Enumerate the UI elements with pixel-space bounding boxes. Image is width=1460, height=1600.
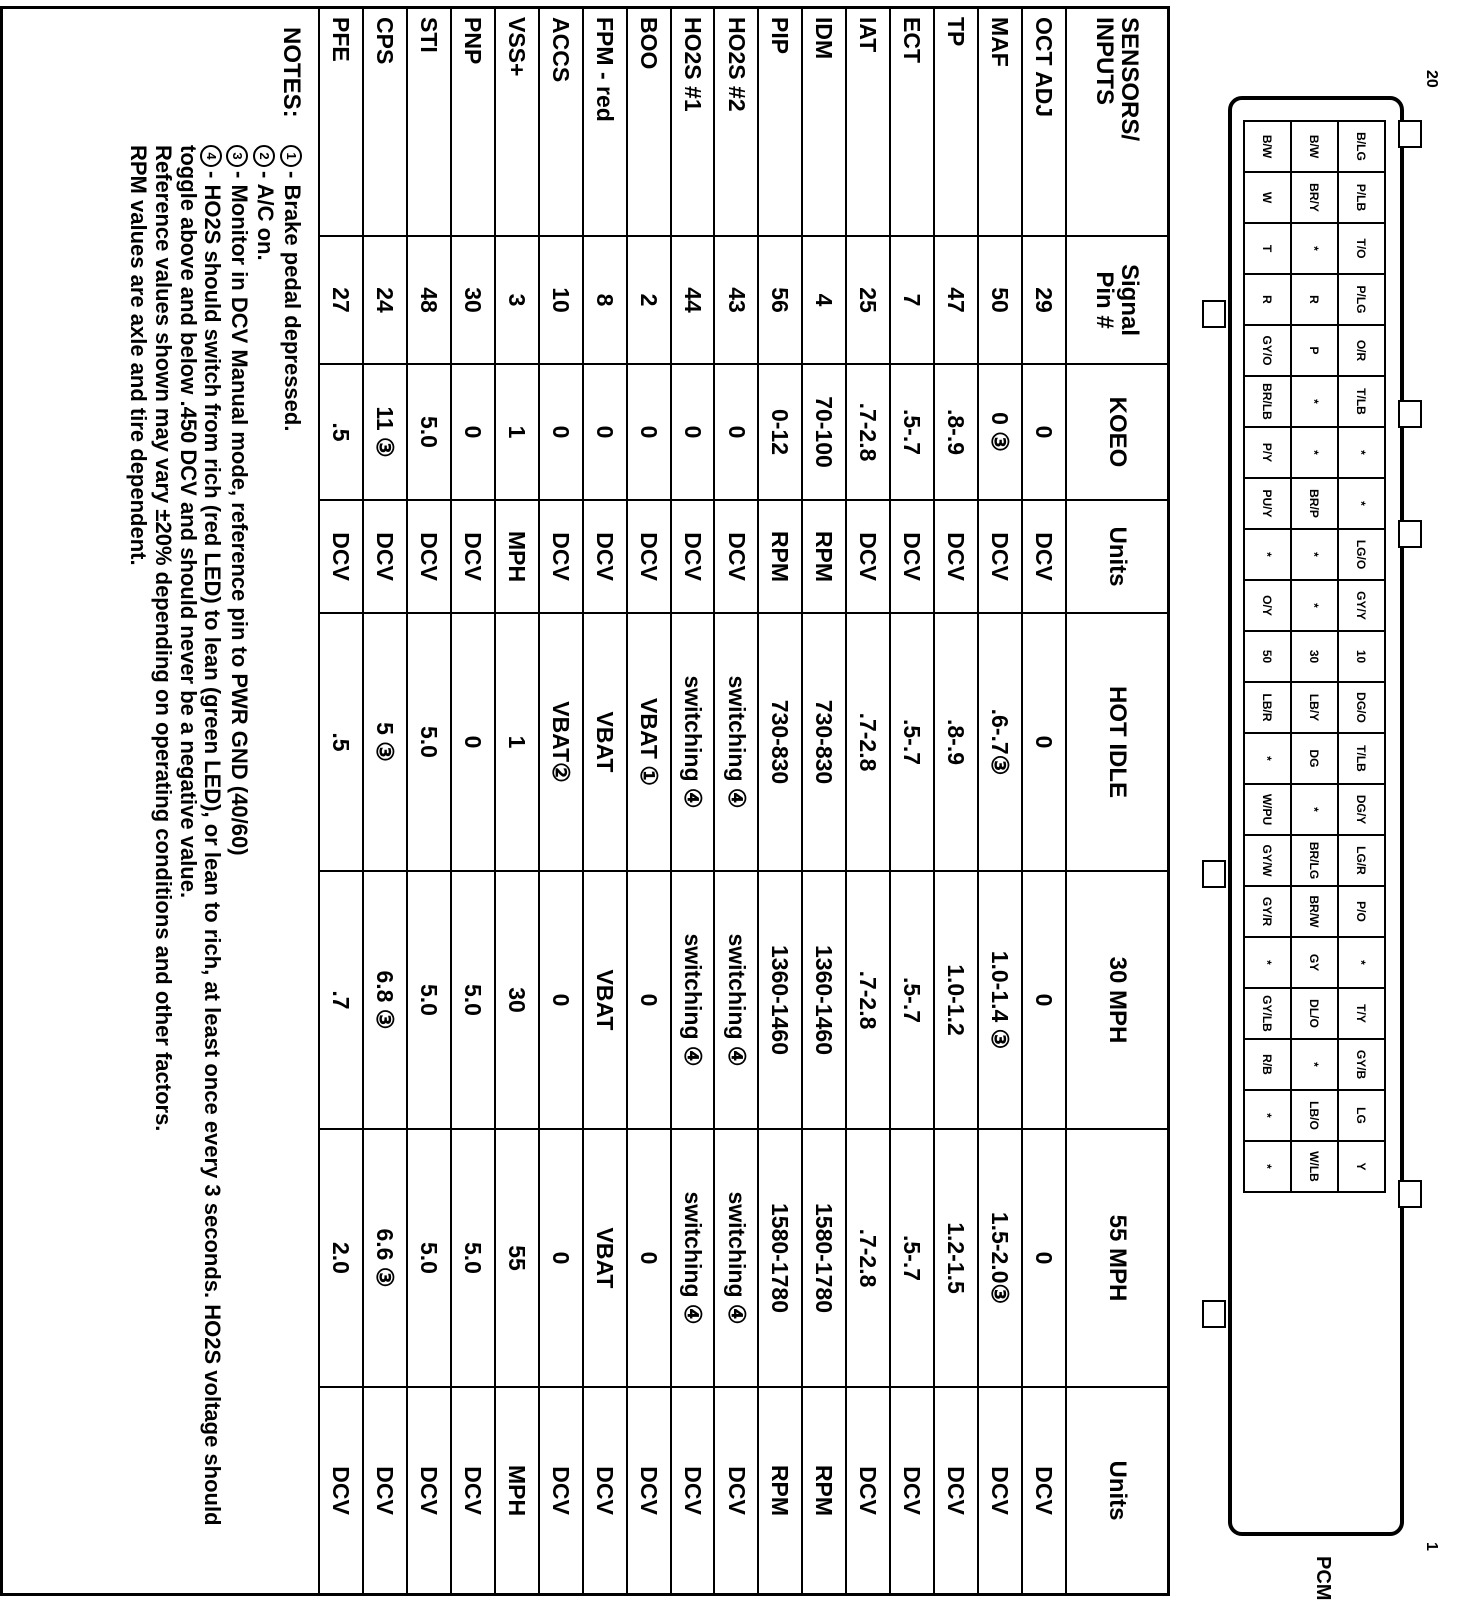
cell-mph30: switching ④ [671,871,715,1129]
cell-koeo: 0 [671,364,715,500]
cell-pin: 10 [539,236,583,364]
cell-units1: DCV [671,500,715,613]
cell-koeo: 11 ③ [363,364,407,500]
cell-pin: 44 [671,236,715,364]
cell-mph30: .5-.7 [890,871,934,1129]
table-row [846,8,890,1595]
pcm-pin: P [1291,325,1338,376]
cell-units2: DCV [407,1387,451,1595]
pcm-pin: BR/LB [1244,376,1291,427]
cell-mph55: switching ④ [714,1129,758,1387]
pcm-pin: * [1291,580,1338,631]
cell-mph55: 0 [1022,1129,1066,1387]
cell-koeo: 0 [1022,364,1066,500]
cell-units1: DCV [539,500,583,613]
cell-koeo: 0 [627,364,671,500]
cell-mph55: 6.6 ③ [363,1129,407,1387]
main-table-container [0,6,1170,1596]
cell-units2: DCV [1022,1387,1066,1595]
cell-mph30: 5.0 [451,871,495,1129]
cell-units2: DCV [451,1387,495,1595]
cell-hot-idle: VBAT ① [627,613,671,871]
cell-hot-idle: switching ④ [671,613,715,871]
table-row [671,8,715,1595]
note-4 [177,27,224,1575]
table-row [539,8,583,1595]
cell-sensor: ACCS [539,8,583,237]
cell-mph30: 5.0 [407,871,451,1129]
cell-units1: DCV [978,500,1022,613]
cell-units2: DCV [671,1387,715,1595]
note-text: - Brake pedal depressed. [279,171,305,432]
cell-koeo: 0 [583,364,627,500]
note-3 [226,27,250,1575]
pcm-pin-row [1244,121,1291,1192]
cell-pin: 4 [802,236,846,364]
table-row [1022,8,1066,1595]
cell-units2: DCV [363,1387,407,1595]
cell-units1: DCV [846,500,890,613]
cell-units1: DCV [319,500,363,613]
pcm-pin: GY/W [1244,835,1291,886]
cell-sensor: BOO [627,8,671,237]
table-row [890,8,934,1595]
pcm-pin: LG/R [1338,835,1385,886]
pcm-pin: * [1291,1039,1338,1090]
pcm-pin: * [1291,376,1338,427]
cell-mph55: 2.0 [319,1129,363,1387]
cell-koeo: .8-.9 [934,364,978,500]
pcm-pin: P/LG [1338,274,1385,325]
cell-mph55: .7-2.8 [846,1129,890,1387]
pin-number-end: 1 [1423,1542,1440,1551]
cell-pin: 30 [451,236,495,364]
pcm-pin: * [1244,1090,1291,1141]
pcm-pin: BR/W [1291,886,1338,937]
pcm-pin: R [1244,274,1291,325]
pcm-pin: W/LB [1291,1141,1338,1192]
table-row [363,8,407,1595]
cell-koeo: 1 [495,364,539,500]
pcm-pin: T/LB [1338,376,1385,427]
pcm-pin: BR/Y [1291,172,1338,223]
pcm-pin: * [1338,937,1385,988]
cell-units1: DCV [363,500,407,613]
cell-sensor: STI [407,8,451,237]
cell-pin: 43 [714,236,758,364]
sensor-reference-table [0,6,1170,1596]
pcm-pin: P/O [1338,886,1385,937]
cell-koeo: .7-2.8 [846,364,890,500]
cell-sensor: PIP [758,8,802,237]
pcm-pin: B/W [1244,121,1291,172]
cell-pin: 8 [583,236,627,364]
table-header-row [1066,8,1169,1595]
table-row [758,8,802,1595]
cell-units2: DCV [539,1387,583,1595]
pcm-pin-row [1338,121,1385,1192]
pcm-pin: T [1244,223,1291,274]
pcm-pin: B/W [1291,121,1338,172]
pcm-pin: * [1244,1141,1291,1192]
note-1 [279,27,304,1575]
cell-units1: DCV [407,500,451,613]
note-marker: 1 [280,145,302,167]
cell-units1: DCV [1022,500,1066,613]
cell-pin: 48 [407,236,451,364]
cell-pin: 25 [846,236,890,364]
cell-mph30: VBAT [583,871,627,1129]
cell-hot-idle: .7-2.8 [846,613,890,871]
cell-pin: 24 [363,236,407,364]
cell-hot-idle: .5-.7 [890,613,934,871]
cell-units1: RPM [758,500,802,613]
cell-units2: DCV [890,1387,934,1595]
table-row [451,8,495,1595]
pcm-pin: DG/O [1338,682,1385,733]
cell-sensor: HO2S #1 [671,8,715,237]
pcm-connector-container [1228,70,1440,1600]
footer-line-2: RPM values are axle and tire dependent. [125,145,151,566]
header-sensors: SENSORS/ INPUTS [1066,8,1169,237]
pcm-pin: GY/LB [1244,988,1291,1039]
table-row [495,8,539,1595]
pcm-pin: T/LB [1338,733,1385,784]
pcm-pin: B/LG [1338,121,1385,172]
pcm-pin: DG [1291,733,1338,784]
cell-mph30: 1360-1460 [802,871,846,1129]
cell-mph55: 5.0 [451,1129,495,1387]
pcm-pin: O/R [1338,325,1385,376]
cell-mph55: .5-.7 [890,1129,934,1387]
cell-sensor: MAF [978,8,1022,237]
pcm-pin: * [1291,223,1338,274]
connector-tab [1398,1180,1422,1208]
cell-mph30: 30 [495,871,539,1129]
note-marker: 3 [226,145,248,167]
table-row [802,8,846,1595]
cell-mph55: 0 [627,1129,671,1387]
connector-tab [1202,860,1226,888]
cell-koeo: 0 [451,364,495,500]
note-text: - A/C on. [252,171,278,261]
cell-koeo: .5 [319,364,363,500]
cell-units1: DCV [934,500,978,613]
pcm-pin: W/PU [1244,784,1291,835]
cell-sensor: OCT ADJ [1022,8,1066,237]
pcm-pin: GY/Y [1338,580,1385,631]
cell-units2: DCV [714,1387,758,1595]
pcm-pin: R [1291,274,1338,325]
cell-hot-idle: .6-.7③ [978,613,1022,871]
pcm-pin: * [1244,937,1291,988]
table-row [627,8,671,1595]
header-hot-idle: HOT IDLE [1066,613,1169,871]
footer-line-1: Reference values shown may vary ±20% depending on operating conditions and other factors. [151,145,177,1132]
cell-units1: DCV [451,500,495,613]
header-55-mph: 55 MPH [1066,1129,1169,1387]
cell-mph30: 0 [627,871,671,1129]
cell-mph55: VBAT [583,1129,627,1387]
pin-number-start: 20 [1423,70,1440,88]
pcm-pin: 50 [1244,631,1291,682]
cell-sensor: TP [934,8,978,237]
note-text: - HO2S should switch from rich (red LED) to lean (green LED), or lean to rich, at least once every 3 seconds. HO2S voltage should toggle above and below .450 DCV and should never be a negative value. [176,145,226,1526]
cell-hot-idle: 5 ③ [363,613,407,871]
table-row [583,8,627,1595]
cell-hot-idle: 0 [451,613,495,871]
pcm-label: PCM [1312,1556,1334,1600]
cell-mph55: 1.5-2.0③ [978,1129,1022,1387]
cell-mph30: .7 [319,871,363,1129]
cell-units2: DCV [627,1387,671,1595]
note-marker: 2 [253,145,275,167]
cell-hot-idle: 5.0 [407,613,451,871]
cell-units2: DCV [583,1387,627,1595]
cell-koeo: 0 [714,364,758,500]
cell-mph55: 1.2-1.5 [934,1129,978,1387]
header-signal-pin: Signal Pin # [1066,236,1169,364]
pcm-pin: GY/B [1338,1039,1385,1090]
cell-koeo: 0-12 [758,364,802,500]
note-marker: 4 [200,145,222,167]
cell-units2: RPM [802,1387,846,1595]
cell-hot-idle: switching ④ [714,613,758,871]
pcm-pin: O/Y [1244,580,1291,631]
cell-mph30: .7-2.8 [846,871,890,1129]
table-row [407,8,451,1595]
cell-sensor: HO2S #2 [714,8,758,237]
cell-mph30: 1.0-1.4 ③ [978,871,1022,1129]
cell-mph30: 6.8 ③ [363,871,407,1129]
cell-koeo: 0 ③ [978,364,1022,500]
cell-units1: DCV [890,500,934,613]
pcm-pin: R/B [1244,1039,1291,1090]
cell-hot-idle: .5 [319,613,363,871]
connector-tab [1398,520,1422,548]
pcm-pin: LG/O [1338,529,1385,580]
cell-sensor: FPM - red [583,8,627,237]
pcm-pin: LB/Y [1291,682,1338,733]
cell-pin: 7 [890,236,934,364]
cell-units2: DCV [934,1387,978,1595]
cell-koeo: 0 [539,364,583,500]
cell-mph30: 1.0-1.2 [934,871,978,1129]
header-koeo: KOEO [1066,364,1169,500]
cell-mph55: switching ④ [671,1129,715,1387]
pcm-pin: LB/O [1291,1090,1338,1141]
connector-tab [1398,120,1422,148]
cell-sensor: IDM [802,8,846,237]
cell-hot-idle: 0 [1022,613,1066,871]
pcm-pin: LB/R [1244,682,1291,733]
cell-pin: 56 [758,236,802,364]
pcm-pin: * [1291,529,1338,580]
pcm-pin: * [1338,478,1385,529]
cell-sensor: IAT [846,8,890,237]
cell-pin: 27 [319,236,363,364]
pcm-pin: T/O [1338,223,1385,274]
header-units-2: Units [1066,1387,1169,1595]
pcm-pin: 10 [1338,631,1385,682]
pcm-pin: P/Y [1244,427,1291,478]
cell-koeo: 70-100 [802,364,846,500]
pcm-pin: GY/O [1244,325,1291,376]
pcm-pin: GY/R [1244,886,1291,937]
cell-mph30: 0 [539,871,583,1129]
pcm-pin-row [1291,121,1338,1192]
cell-mph55: 0 [539,1129,583,1387]
cell-units1: DCV [627,500,671,613]
cell-units2: RPM [758,1387,802,1595]
cell-units2: DCV [846,1387,890,1595]
pcm-pin: BR/P [1291,478,1338,529]
pcm-pin: LG [1338,1090,1385,1141]
cell-units1: DCV [583,500,627,613]
cell-units1: MPH [495,500,539,613]
cell-mph55: 5.0 [407,1129,451,1387]
cell-units1: DCV [714,500,758,613]
note-text: - Monitor in DCV Manual mode, reference pin to PWR GND (40/60) [226,171,252,856]
cell-sensor: PFE [319,8,363,237]
cell-pin: 2 [627,236,671,364]
cell-units2: DCV [319,1387,363,1595]
pcm-pin: * [1291,427,1338,478]
cell-hot-idle: 1 [495,613,539,871]
table-row [319,8,363,1595]
cell-units2: MPH [495,1387,539,1595]
cell-mph55: 1580-1780 [758,1129,802,1387]
cell-pin: 47 [934,236,978,364]
cell-pin: 29 [1022,236,1066,364]
cell-mph30: switching ④ [714,871,758,1129]
notes-row [2,8,319,1595]
pcm-pin: * [1291,784,1338,835]
cell-koeo: 5.0 [407,364,451,500]
pcm-pin: BR/LG [1291,835,1338,886]
connector-tab [1398,400,1422,428]
pcm-pin: * [1244,529,1291,580]
pcm-pin: * [1244,733,1291,784]
table-row [978,8,1022,1595]
pcm-pin: * [1338,427,1385,478]
cell-sensor: VSS+ [495,8,539,237]
cell-sensor: CPS [363,8,407,237]
table-row [934,8,978,1595]
cell-units1: RPM [802,500,846,613]
cell-pin: 50 [978,236,1022,364]
connector-tab [1202,1300,1226,1328]
pcm-pin: PU/Y [1244,478,1291,529]
pcm-pin: Y [1338,1141,1385,1192]
table-row [714,8,758,1595]
note-2 [253,27,277,1575]
cell-koeo: .5-.7 [890,364,934,500]
pcm-pin: DG/Y [1338,784,1385,835]
cell-pin: 3 [495,236,539,364]
cell-hot-idle: 730-830 [802,613,846,871]
cell-hot-idle: VBAT② [539,613,583,871]
cell-mph55: 55 [495,1129,539,1387]
cell-units2: DCV [978,1387,1022,1595]
pcm-connector-outline [1228,96,1404,1536]
cell-sensor: PNP [451,8,495,237]
pcm-pin: W [1244,172,1291,223]
pcm-pin: T/Y [1338,988,1385,1039]
cell-mph55: 1580-1780 [802,1129,846,1387]
pcm-pin: DL/O [1291,988,1338,1039]
header-30-mph: 30 MPH [1066,871,1169,1129]
pcm-pin: P/LB [1338,172,1385,223]
cell-mph30: 0 [1022,871,1066,1129]
pcm-pin-grid [1243,120,1386,1193]
notes-label: NOTES: [277,27,305,118]
cell-hot-idle: .8-.9 [934,613,978,871]
header-units-1: Units [1066,500,1169,613]
cell-hot-idle: VBAT [583,613,627,871]
pcm-pin: 30 [1291,631,1338,682]
connector-tab [1202,300,1226,328]
cell-mph30: 1360-1460 [758,871,802,1129]
cell-hot-idle: 730-830 [758,613,802,871]
notes-cell [2,8,319,1595]
pcm-pin: GY [1291,937,1338,988]
cell-sensor: ECT [890,8,934,237]
